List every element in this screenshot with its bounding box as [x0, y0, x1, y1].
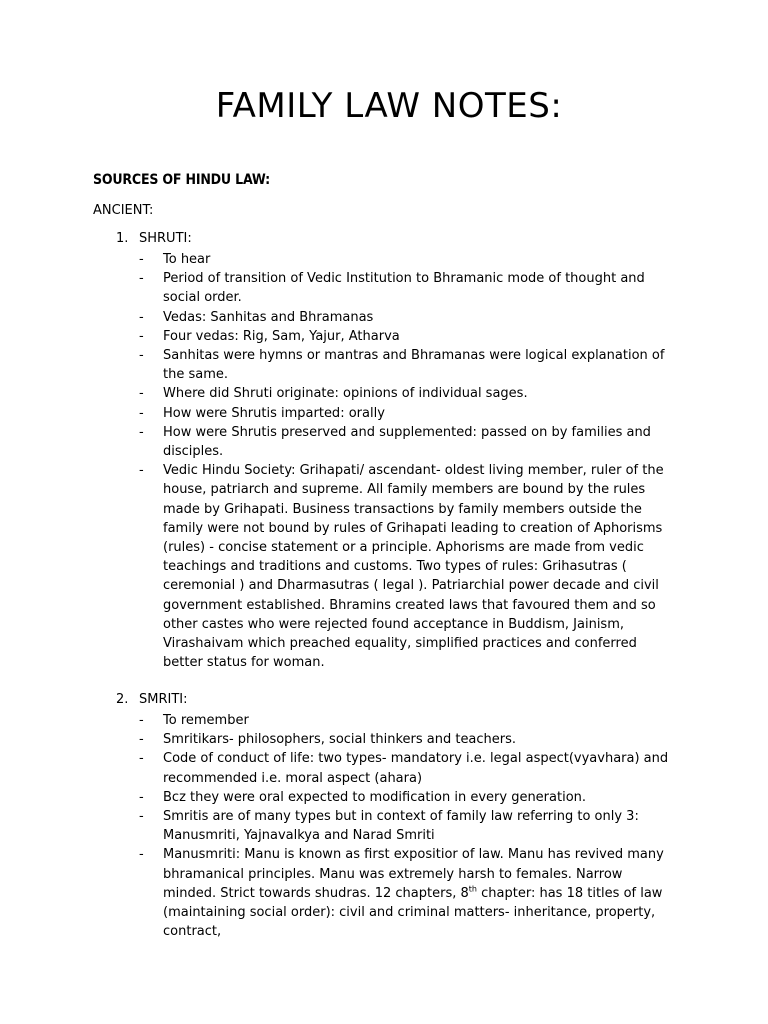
section-heading: SOURCES OF HINDU LAW: — [93, 172, 270, 188]
list-item: - Four vedas: Rig, Sam, Yajur, Atharva — [139, 328, 400, 344]
list-item: - Code of conduct of life: two types- mandatory i.e. legal aspect(vyavhara) and recommended i.e. moral aspect (ahara) — [139, 751, 669, 786]
list-item: - Vedas: Sanhitas and Bhramanas — [139, 309, 374, 325]
list-item: - Smritis are of many types but in context of family law referring to only 3: Manusmriti, Yajnavalkya and Narad Smriti — [139, 809, 639, 844]
list-item: - How were Shrutis imparted: orally — [139, 405, 385, 421]
page-title: FAMILY LAW NOTES: — [215, 86, 563, 126]
list-item: - Bcz they were oral expected to modification in every generation. — [139, 789, 587, 805]
section-label: SMRITI: — [139, 692, 188, 707]
list-item: - How were Shrutis preserved and supplemented: passed on by families and disciples. — [139, 424, 651, 460]
list-item: - Vedic Hindu Society: Grihapati/ ascendant- oldest living member, ruler of the house, patriarch and supreme. All family members are bound by the rules made by Grihapati. Business transactions by family members outside the family were not bound by rules of Grihapati leading to creation of Aphorisms (rules) - concise statement or a principle. Aphorisms are made from vedic teachings and traditions and customs. Two types of rules: Grihasutras ( ceremonial ) and Dharmasutras ( legal ). Patriarchial power decade and civil government established. Bhramins created laws that favoured them and so other castes who were rejected found acceptance in Buddism, Jainism, Virashaivam which preached equality, simplified practices and conferred better status for woman. — [139, 463, 664, 671]
section-number: 1. — [116, 231, 129, 246]
list-item: - Smritikars- philosophers, social thinkers and teachers. — [139, 732, 517, 748]
bullet-list — [0, 250, 768, 672]
section-header — [0, 231, 768, 250]
section-smriti — [0, 692, 768, 941]
period-label: ANCIENT: — [93, 203, 154, 218]
list-item: - Manusmriti: Manu is known as first expositior of law. Manu has revived many bhramanical principles. Manu was extremely harsh to females. Narrow minded. Strict towards shudras. 12 chapters, 8th chapter: has 18 titles of law (maintaining social order): civil and criminal matters- inheritance, property, contract, — [139, 847, 664, 940]
section-label: SHRUTI: — [139, 231, 192, 246]
section-header — [0, 692, 768, 711]
section-shruti — [0, 231, 768, 672]
section-number: 2. — [116, 692, 129, 707]
bullet-list — [0, 711, 768, 941]
list-item: - To hear — [139, 252, 211, 267]
list-item: - Period of transition of Vedic Institution to Bhramanic mode of thought and social order. — [139, 271, 645, 306]
list-item: - Sanhitas were hymns or mantras and Bhramanas were logical explanation of the same. — [139, 348, 665, 383]
ordinal-superscript: th — [468, 884, 477, 894]
list-item: - To remember — [139, 713, 249, 728]
list-item: - Where did Shruti originate: opinions of individual sages. — [139, 386, 528, 402]
